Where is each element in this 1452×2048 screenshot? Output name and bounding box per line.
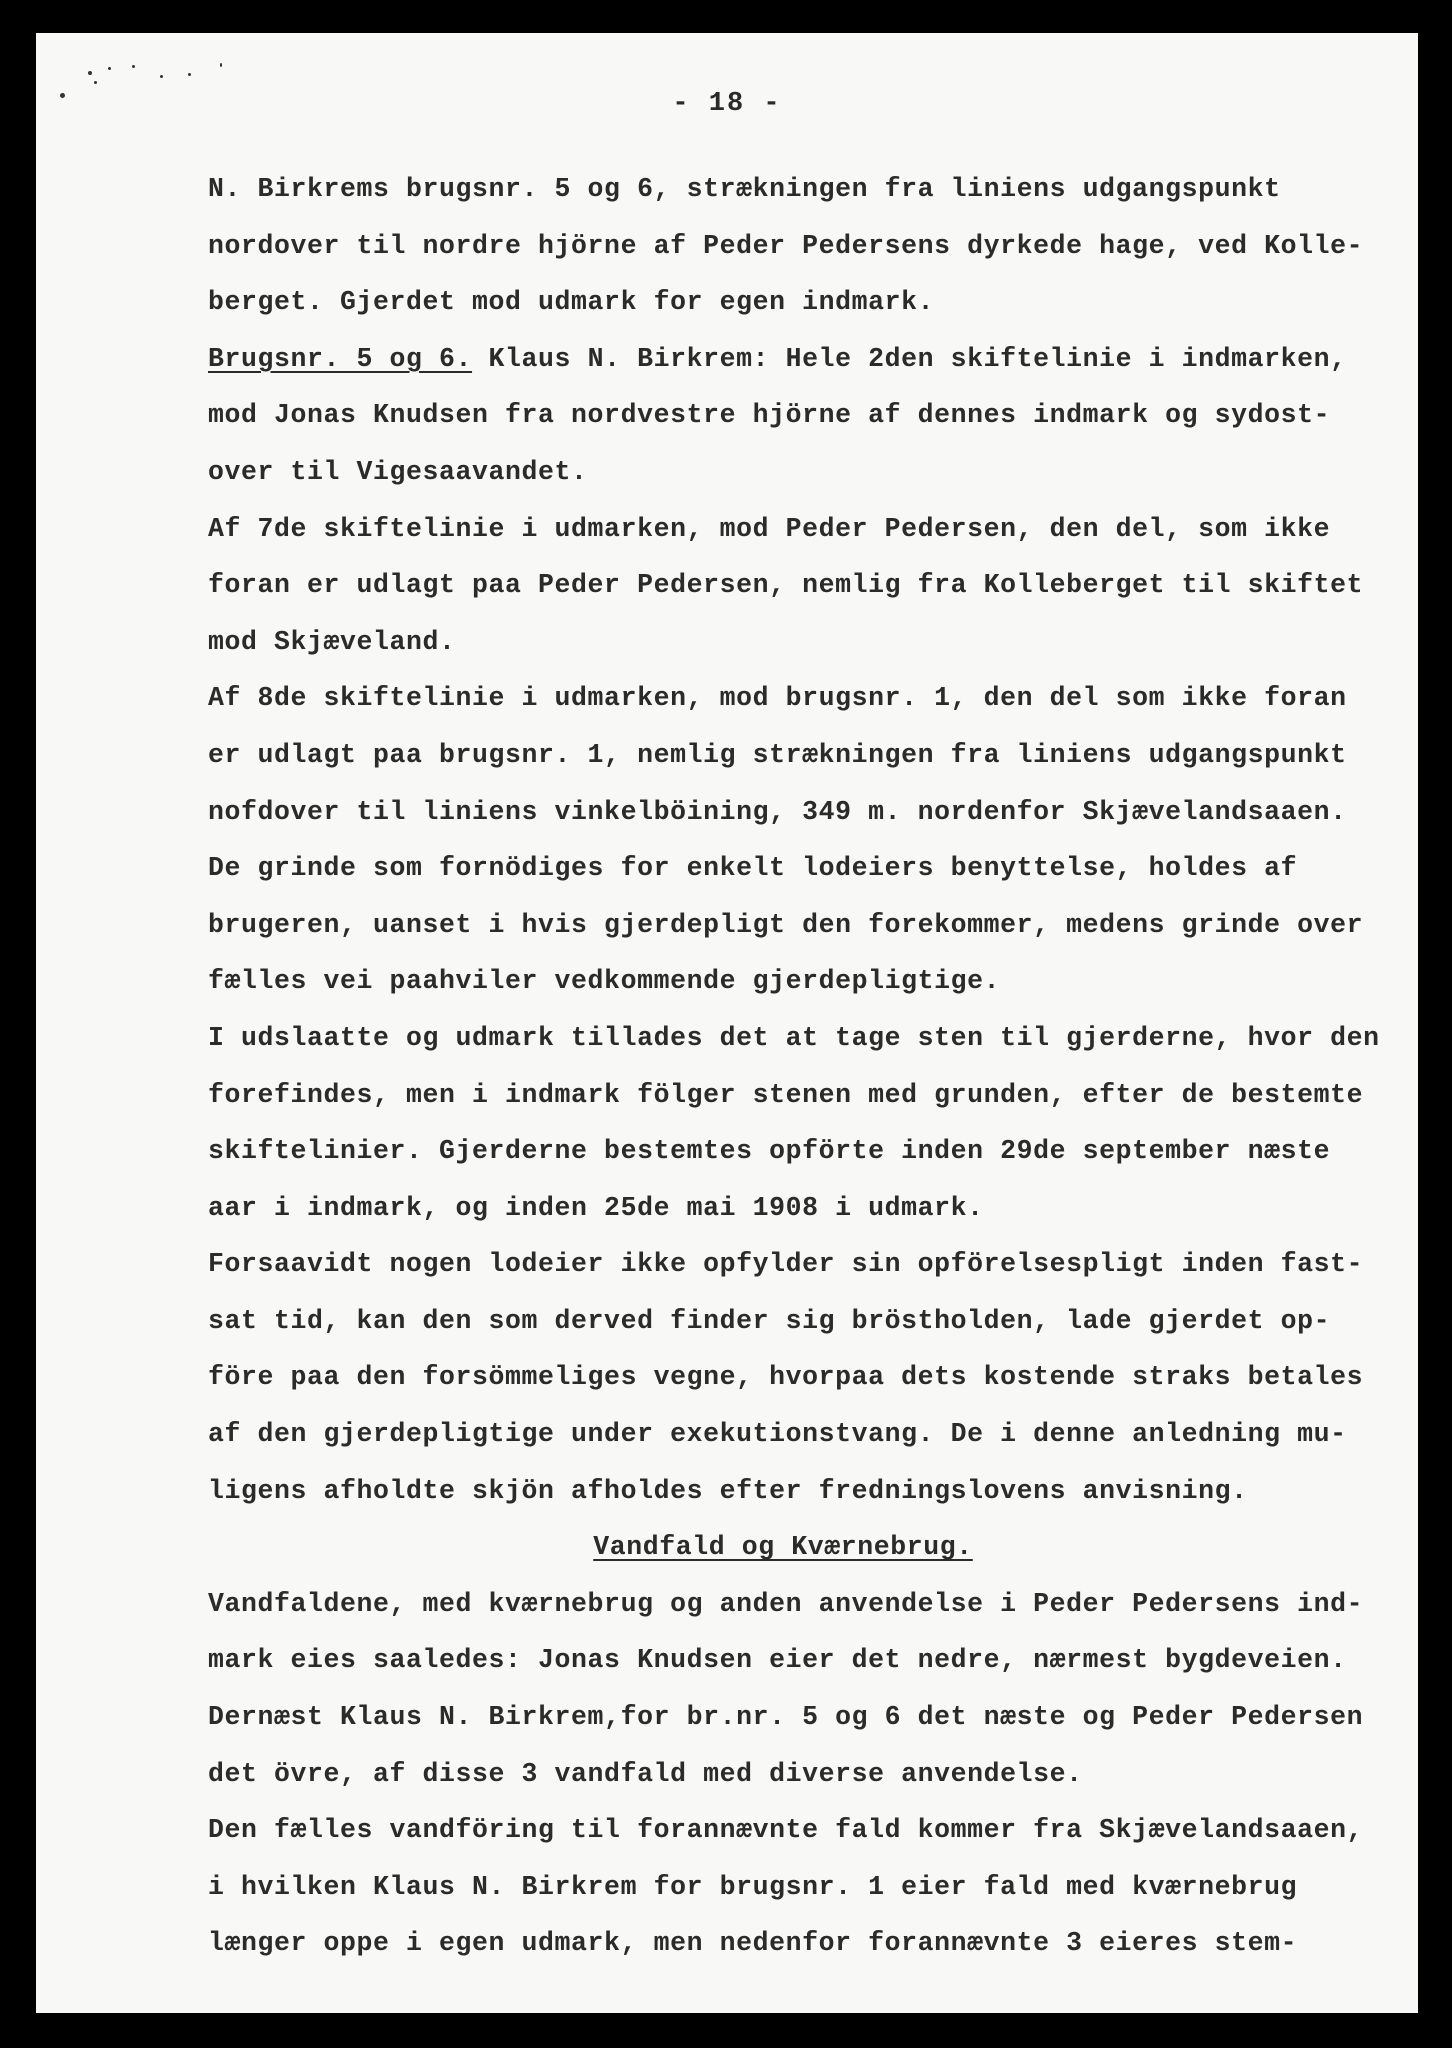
text-line: Den fælles vandföring til forannævnte fald kommer fra Skjævelandsaaen, xyxy=(208,1815,1364,1846)
text-line: ligens afholdte skjön afholdes efter fredningslovens anvisning. xyxy=(208,1475,1248,1506)
section-label: Brugsnr. 5 og 6. xyxy=(208,343,473,374)
text-line: mod Jonas Knudsen fra nordvestre hjörne af dennes indmark og sydost- xyxy=(208,400,1331,431)
section-line xyxy=(208,331,1418,388)
text-line: nordover til nordre hjörne af Peder Pedersens dyrkede hage, ved Kolle- xyxy=(208,230,1364,261)
text-line: forefindes, men i indmark fölger stenen med grunden, efter de bestemte xyxy=(208,1079,1364,1110)
text-line: fælles vei paahviler vedkommende gjerdepligtige. xyxy=(208,966,1001,997)
text-line: mark eies saaledes: Jonas Knudsen eier det nedre, nærmest bygdeveien. xyxy=(208,1645,1347,1676)
section-line-rest: Klaus N. Birkrem: Hele 2den skiftelinie i indmarken, xyxy=(472,343,1347,374)
text-line: i hvilken Klaus N. Birkrem for brugsnr. 1 eier fald med kværnebrug xyxy=(208,1871,1298,1902)
body-text xyxy=(208,161,1418,1972)
text-line: skiftelinier. Gjerderne bestemtes opförte inden 29de september næste xyxy=(208,1136,1331,1167)
text-line: Forsaavidt nogen lodeier ikke opfylder sin opförelsespligt inden fast- xyxy=(208,1249,1364,1280)
document-page xyxy=(36,33,1418,2013)
text-line: aar i indmark, og inden 25de mai 1908 i udmark. xyxy=(208,1192,984,1223)
page-number: - 18 - xyxy=(672,89,782,119)
text-line: Vandfaldene, med kværnebrug og anden anvendelse i Peder Pedersens ind- xyxy=(208,1588,1364,1619)
text-line: N. Birkrems brugsnr. 5 og 6, strækningen fra liniens udgangspunkt xyxy=(208,174,1281,204)
text-line: Af 8de skiftelinie i udmarken, mod brugsnr. 1, den del som ikke foran xyxy=(208,683,1347,714)
text-line: De grinde som fornödiges for enkelt lodeiers benyttelse, holdes af xyxy=(208,853,1298,884)
text-line: Dernæst Klaus N. Birkrem,for br.nr. 5 og 6 det næste og Peder Pedersen xyxy=(208,1702,1364,1733)
section-heading xyxy=(208,1519,1418,1576)
text-line: det övre, af disse 3 vandfald med diverse anvendelse. xyxy=(208,1758,1083,1789)
text-line: nofdover til liniens vinkelböining, 349 m. nordenfor Skjævelandsaaen. xyxy=(208,796,1347,827)
heading-text: Vandfald og Kværnebrug. xyxy=(593,1532,973,1563)
text-line: brugeren, uanset i hvis gjerdepligt den forekommer, medens grinde over xyxy=(208,909,1364,940)
text-line: Af 7de skiftelinie i udmarken, mod Peder Pedersen, den del, som ikke xyxy=(208,513,1331,544)
text-line: foran er udlagt paa Peder Pedersen, nemlig fra Kolleberget til skiftet xyxy=(208,570,1364,601)
text-line: af den gjerdepligtige under exekutionstvang. De i denne anledning mu- xyxy=(208,1419,1347,1450)
text-line: berget. Gjerdet mod udmark for egen indmark. xyxy=(208,287,935,318)
text-line: före paa den forsömmeliges vegne, hvorpaa dets kostende straks betales xyxy=(208,1362,1364,1393)
text-line: I udslaatte og udmark tillades det at tage sten til gjerderne, hvor den xyxy=(208,1022,1380,1053)
text-line: over til Vigesaavandet. xyxy=(208,456,588,487)
text-line: sat tid, kan den som derved finder sig bröstholden, lade gjerdet op- xyxy=(208,1305,1331,1336)
text-line: længer oppe i egen udmark, men nedenfor forannævnte 3 eieres stem- xyxy=(208,1928,1298,1959)
text-line: er udlagt paa brugsnr. 1, nemlig strækningen fra liniens udgangspunkt xyxy=(208,739,1347,770)
text-line: mod Skjæveland. xyxy=(208,626,456,657)
